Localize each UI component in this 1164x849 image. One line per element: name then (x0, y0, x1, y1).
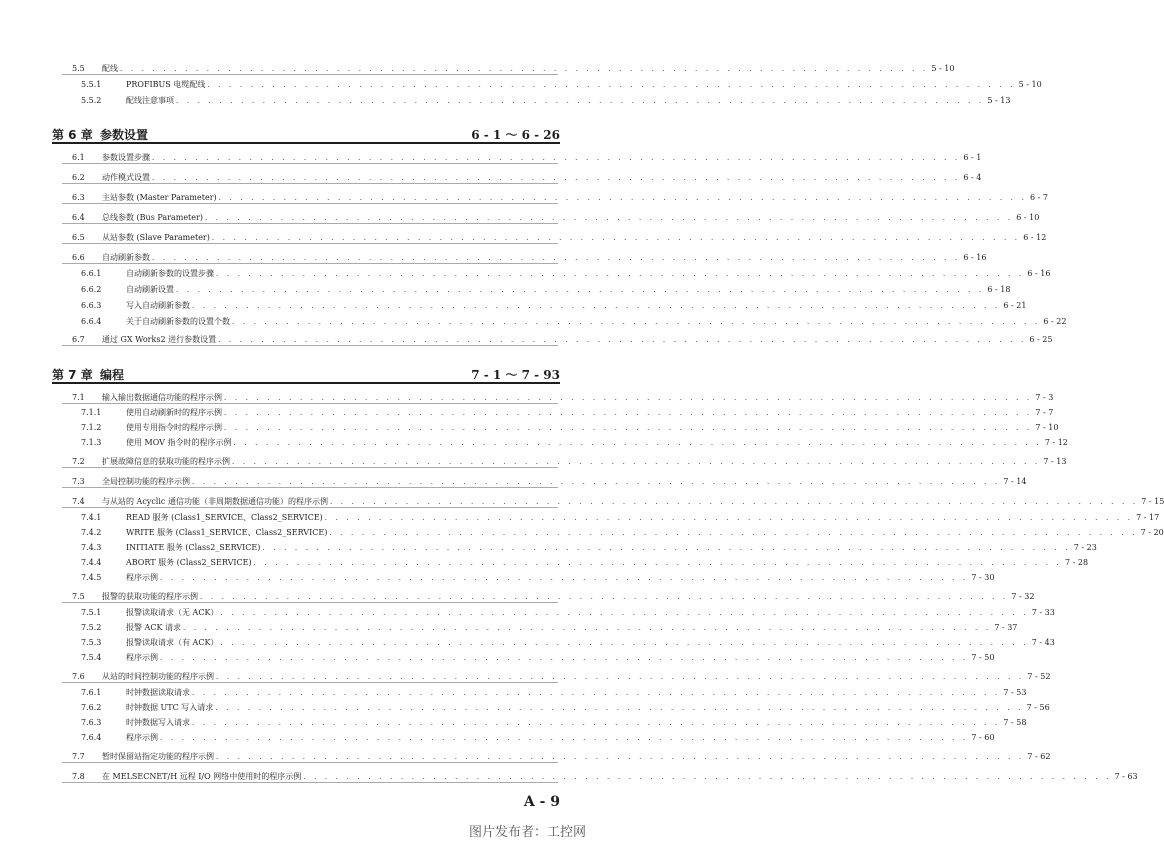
toc-entry-title: PROFIBUS 电缆配线 (126, 80, 206, 89)
toc-subsection-row[interactable] (62, 539, 1097, 554)
dot-leader: . . . . . . . . . . . . . . . . . . . . . . . . . . . . . . . . . . . . . . . . . . . . . . . . . . . . . . . . . . . . . . . . . . . . . . . . . . . (224, 424, 1033, 432)
dot-leader: . . . . . . . . . . . . . . . . . . . . . . . . . . . . . . . . . . . . . . . . . . . . . . . . . . . . . . . . . . . . . . . . . . . . . . . . . . . (192, 719, 1001, 727)
dot-leader: . . . . . . . . . . . . . . . . . . . . . . . . . . . . . . . . . . . . . . . . . . . . . . . . . . . . . . . . . . . . . . . . . . . . . . . . . . . (182, 624, 992, 632)
toc-entry-page: 6 - 1 (963, 153, 982, 162)
toc-entry-page: 7 - 23 (1073, 543, 1097, 552)
toc-entry-number: 5.5.1 (81, 80, 102, 89)
toc-entry-number: 6.6.4 (81, 317, 102, 326)
toc-entry-page: 6 - 18 (987, 285, 1011, 294)
toc-entry-title: 时钟数据 UTC 写入请求 (126, 703, 214, 712)
toc-entry-page: 7 - 33 (1031, 608, 1055, 617)
toc-entry-title: 使用专用指令时的程序示例 (126, 423, 222, 432)
dot-leader: . . . . . . . . . . . . . . . . . . . . . . . . . . . . . . . . . . . . . . . . . . . . . . . . . . . . . . . . . . . . . . . . . . . . . . . . . . . (160, 574, 969, 582)
dot-leader: . . . . . . . . . . . . . . . . . . . . . . . . . . . . . . . . . . . . . . . . . . . . . . . . . . . . . . . . . . . . . . . . . . . . . . . . . . . (152, 254, 961, 262)
toc-section-row[interactable] (62, 453, 1067, 468)
toc-entry-number: 7.7 (72, 752, 85, 761)
toc-section-row[interactable] (62, 189, 1048, 204)
toc-entry-page: 5 - 10 (931, 64, 955, 73)
toc-entry-page: 5 - 13 (987, 96, 1011, 105)
dot-leader: . . . . . . . . . . . . . . . . . . . . . . . . . . . . . . . . . . . . . . . . . . . . . . . . . . . . . . . . . . . . . . . . . . . . . . . . . . . (329, 498, 1139, 506)
toc-subsection-row[interactable] (62, 76, 1042, 91)
toc-entry-title: 报警的获取功能的程序示例 (102, 592, 198, 601)
toc-entry-title: 与从站的 Acyclic 通信功能（非周期数据通信功能）的程序示例 (102, 497, 328, 506)
dot-leader: . . . . . . . . . . . . . . . . . . . . . . . . . . . . . . . . . . . . . . . . . . . . . . . . . . . . . . . . . . . . . . . . . . . . . . . . . . . (215, 704, 1024, 712)
toc-entry-page: 7 - 13 (1043, 457, 1067, 466)
toc-entry-number: 5.5.2 (81, 96, 102, 105)
toc-entry-title: WRITE 服务 (Class1_SERVICE、Class2_SERVICE) (126, 528, 328, 537)
dot-leader: . . . . . . . . . . . . . . . . . . . . . . . . . . . . . . . . . . . . . . . . . . . . . . . . . . . . . . . . . . . . . . . . . . . . . . . . . . . (218, 194, 1027, 202)
toc-entry-title: ABORT 服务 (Class2_SERVICE) (126, 558, 252, 567)
toc-subsection-row[interactable] (62, 684, 1027, 699)
toc-entry-number: 7.6.3 (81, 718, 102, 727)
toc-entry-title: 输入输出数据通信功能的程序示例 (102, 393, 222, 402)
toc-section-row[interactable] (62, 229, 1047, 244)
chapter-number: 第 6 章 (52, 128, 93, 142)
dot-leader: . . . . . . . . . . . . . . . . . . . . . . . . . . . . . . . . . . . . . . . . . . . . . . . . . . . . . . . . . . . . . . . . . . . . . . . . . . . (224, 394, 1033, 402)
chapter-page-range: 6 - 1 ～ 6 - 26 (471, 128, 560, 142)
toc-entry-page: 7 - 62 (1027, 752, 1051, 761)
toc-entry-number: 7.1.3 (81, 438, 102, 447)
dot-leader: . . . . . . . . . . . . . . . . . . . . . . . . . . . . . . . . . . . . . . . . . . . . . . . . . . . . . . . . . . . . . . . . . . . . . . . . . . . (160, 654, 969, 662)
toc-entry-number: 7.6.2 (81, 703, 102, 712)
toc-entry-title: 报警读取请求（有 ACK） (126, 638, 219, 647)
toc-entry-title: 自动刷新参数的设置步骤 (126, 269, 214, 278)
toc-section-row[interactable] (62, 493, 1164, 508)
toc-entry-title: 从站的时间控制功能的程序示例 (102, 672, 214, 681)
toc-entry-title: 时钟数据读取请求 (126, 688, 190, 697)
toc-subsection-row[interactable] (62, 604, 1055, 619)
toc-subsection-row[interactable] (62, 313, 1067, 328)
dot-leader: . . . . . . . . . . . . . . . . . . . . . . . . . . . . . . . . . . . . . . . . . . . . . . . . . . . . . . . . . . . . . . . . . . . . . . . . . . . (253, 559, 1062, 567)
toc-subsection-row[interactable] (62, 524, 1164, 539)
toc-entry-number: 7.8 (72, 772, 85, 781)
toc-entry-number: 7.6.4 (81, 733, 102, 742)
toc-entry-number: 7.3 (72, 477, 85, 486)
toc-entry-page: 6 - 16 (963, 253, 987, 262)
dot-leader: . . . . . . . . . . . . . . . . . . . . . . . . . . . . . . . . . . . . . . . . . . . . . . . . . . . . . . . . . . . . . . . . . . . . . . . . . . . (232, 318, 1041, 326)
toc-entry-page: 7 - 14 (1003, 477, 1027, 486)
dot-leader: . . . . . . . . . . . . . . . . . . . . . . . . . . . . . . . . . . . . . . . . . . . . . . . . . . . . . . . . . . . . . . . . . . . . . . . . . . . (152, 174, 961, 182)
toc-entry-title: 报警 ACK 请求 (126, 623, 181, 632)
dot-leader: . . . . . . . . . . . . . . . . . . . . . . . . . . . . . . . . . . . . . . . . . . . . . . . . . . . . . . . . . . . . . . . . . . . . . . . . . . . (200, 593, 1009, 601)
toc-entry-number: 6.5 (72, 233, 85, 242)
toc-entry-page: 7 - 53 (1003, 688, 1027, 697)
toc-entry-title: READ 服务 (Class1_SERVICE、Class2_SERVICE) (126, 513, 323, 522)
toc-entry-number: 7.5.4 (81, 653, 102, 662)
toc-entry-page: 6 - 25 (1029, 335, 1053, 344)
toc-entry-number: 6.6.2 (81, 285, 102, 294)
toc-entry-number: 7.2 (72, 457, 85, 466)
dot-leader: . . . . . . . . . . . . . . . . . . . . . . . . . . . . . . . . . . . . . . . . . . . . . . . . . . . . . . . . . . . . . . . . . . . . . . . . . . . (324, 514, 1134, 522)
toc-entry-number: 7.5.2 (81, 623, 102, 632)
toc-entry-number: 5.5 (72, 64, 85, 73)
toc-entry-number: 7.1.2 (81, 423, 102, 432)
dot-leader: . . . . . . . . . . . . . . . . . . . . . . . . . . . . . . . . . . . . . . . . . . . . . . . . . . . . . . . . . . . . . . . . . . . . . . . . . . . (204, 214, 1014, 222)
toc-entry-title: 动作模式设置 (102, 173, 150, 182)
chapter-heading[interactable] (52, 366, 560, 384)
toc-entry-page: 7 - 3 (1035, 393, 1054, 402)
toc-subsection-row[interactable] (62, 265, 1051, 280)
toc-entry-page: 6 - 4 (963, 173, 982, 182)
toc-section-row[interactable] (62, 768, 1138, 783)
dot-leader: . . . . . . . . . . . . . . . . . . . . . . . . . . . . . . . . . . . . . . . . . . . . . . . . . . . . . . . . . . . . . . . . . . . . . . . . . . . (303, 773, 1112, 781)
toc-subsection-row[interactable] (62, 649, 995, 664)
toc-entry-number: 6.1 (72, 153, 85, 162)
toc-subsection-row[interactable] (62, 92, 1011, 107)
toc-entry-title: 使用自动刷新时的程序示例 (126, 408, 222, 417)
toc-entry-page: 7 - 17 (1136, 513, 1160, 522)
toc-entry-number: 6.6.1 (81, 269, 102, 278)
dot-leader: . . . . . . . . . . . . . . . . . . . . . . . . . . . . . . . . . . . . . . . . . . . . . . . . . . . . . . . . . . . . . . . . . . . . . . . . . . . (192, 478, 1001, 486)
toc-entry-page: 6 - 16 (1027, 269, 1051, 278)
toc-entry-page: 6 - 22 (1043, 317, 1067, 326)
toc-subsection-row[interactable] (62, 509, 1160, 524)
toc-entry-page: 7 - 28 (1064, 558, 1089, 567)
toc-subsection-row[interactable] (62, 569, 995, 584)
toc-entry-page: 7 - 63 (1114, 772, 1138, 781)
toc-entry-title: 自动刷新参数 (102, 253, 150, 262)
toc-entry-title: 从站参数 (Slave Parameter) (102, 233, 210, 242)
toc-entry-title: 扩展故障信息的获取功能的程序示例 (102, 457, 230, 466)
toc-entry-number: 7.4.2 (81, 528, 102, 537)
dot-leader: . . . . . . . . . . . . . . . . . . . . . . . . . . . . . . . . . . . . . . . . . . . . . . . . . . . . . . . . . . . . . . . . . . . . . . . . . . . (207, 81, 1016, 89)
toc-entry-title: 在 MELSECNET/H 远程 I/O 网络中使用时的程序示例 (102, 772, 302, 781)
dot-leader: . . . . . . . . . . . . . . . . . . . . . . . . . . . . . . . . . . . . . . . . . . . . . . . . . . . . . . . . . . . . . . . . . . . . . . . . . . . (216, 270, 1025, 278)
toc-entry-number: 7.4 (72, 497, 85, 506)
toc-entry-title: 参数设置步骤 (102, 153, 150, 162)
toc-entry-number: 6.7 (72, 335, 85, 344)
dot-leader: . . . . . . . . . . . . . . . . . . . . . . . . . . . . . . . . . . . . . . . . . . . . . . . . . . . . . . . . . . . . . . . . . . . . . . . . . . . (160, 734, 969, 742)
dot-leader: . . . . . . . . . . . . . . . . . . . . . . . . . . . . . . . . . . . . . . . . . . . . . . . . . . . . . . . . . . . . . . . . . . . . . . . . . . . (152, 154, 961, 162)
toc-subsection-row[interactable] (62, 404, 1054, 419)
dot-leader: . . . . . . . . . . . . . . . . . . . . . . . . . . . . . . . . . . . . . . . . . . . . . . . . . . . . . . . . . . . . . . . . . . . . . . . . . . . (176, 97, 985, 105)
toc-subsection-row[interactable] (62, 419, 1059, 434)
toc-entry-page: 7 - 7 (1035, 408, 1054, 417)
chapter-heading[interactable] (52, 126, 560, 144)
toc-entry-number: 6.6.3 (81, 301, 102, 310)
dot-leader: . . . . . . . . . . . . . . . . . . . . . . . . . . . . . . . . . . . . . . . . . . . . . . . . . . . . . . . . . . . . . . . . . . . . . . . . . . . (218, 336, 1027, 344)
toc-entry-page: 7 - 56 (1026, 703, 1050, 712)
dot-leader: . . . . . . . . . . . . . . . . . . . . . . . . . . . . . . . . . . . . . . . . . . . . . . . . . . . . . . . . . . . . . . . . . . . . . . . . . . . (192, 689, 1001, 697)
toc-section-row[interactable] (62, 60, 955, 75)
toc-entry-title: 配线 (102, 64, 118, 73)
toc-section-row[interactable] (62, 748, 1051, 763)
toc-entry-title: 写入自动刷新参数 (126, 301, 190, 310)
toc-entry-title: 时钟数据写入请求 (126, 718, 190, 727)
toc-entry-number: 6.2 (72, 173, 85, 182)
toc-entry-number: 7.4.5 (81, 573, 102, 582)
toc-entry-page: 6 - 12 (1023, 233, 1047, 242)
toc-subsection-row[interactable] (62, 714, 1027, 729)
toc-entry-number: 7.4.4 (81, 558, 102, 567)
toc-section-row[interactable] (62, 331, 1053, 346)
toc-entry-title: 自动刷新设置 (126, 285, 174, 294)
toc-entry-number: 7.5 (72, 592, 85, 601)
toc-entry-page: 6 - 7 (1030, 193, 1048, 202)
toc-entry-number: 7.1.1 (81, 408, 102, 417)
toc-entry-page: 7 - 32 (1011, 592, 1035, 601)
dot-leader: . . . . . . . . . . . . . . . . . . . . . . . . . . . . . . . . . . . . . . . . . . . . . . . . . . . . . . . . . . . . . . . . . . . . . . . . . . . (233, 439, 1042, 447)
toc-entry-number: 7.6 (72, 672, 85, 681)
toc-entry-title: 全局控制功能的程序示例 (102, 477, 190, 486)
toc-entry-page: 7 - 10 (1035, 423, 1059, 432)
toc-entry-page: 6 - 21 (1003, 301, 1027, 310)
dot-leader: . . . . . . . . . . . . . . . . . . . . . . . . . . . . . . . . . . . . . . . . . . . . . . . . . . . . . . . . . . . . . . . . . . . . . . . . . . . (176, 286, 985, 294)
toc-entry-number: 7.4.3 (81, 543, 102, 552)
toc-entry-page: 6 - 10 (1016, 213, 1040, 222)
watermark-text: 图片发布者：工控网 (468, 825, 586, 840)
toc-entry-page: 7 - 58 (1003, 718, 1027, 727)
chapter-title: 参数设置 (100, 128, 149, 142)
dot-leader: . . . . . . . . . . . . . . . . . . . . . . . . . . . . . . . . . . . . . . . . . . . . . . . . . . . . . . . . . . . . . . . . . . . . . . . . . . . (262, 544, 1071, 552)
toc-entry-number: 6.4 (72, 213, 85, 222)
toc-entry-title: 暂时保留站指定功能的程序示例 (102, 752, 214, 761)
toc-section-row[interactable] (62, 668, 1051, 683)
toc-entry-title: 通过 GX Works2 进行参数设置 (102, 335, 217, 344)
toc-entry-title: 配线注意事项 (126, 96, 174, 105)
toc-subsection-row[interactable] (62, 699, 1050, 714)
toc-entry-page: 7 - 15 (1141, 497, 1164, 506)
toc-entry-page: 7 - 52 (1027, 672, 1051, 681)
toc-entry-page: 7 - 60 (971, 733, 995, 742)
toc-entry-page: 7 - 43 (1031, 638, 1055, 647)
chapter-title: 编程 (100, 368, 125, 382)
dot-leader: . . . . . . . . . . . . . . . . . . . . . . . . . . . . . . . . . . . . . . . . . . . . . . . . . . . . . . . . . . . . . . . . . . . . . . . . . . . (329, 529, 1138, 537)
toc-section-row[interactable] (62, 588, 1035, 603)
page-number: A - 9 (523, 794, 560, 810)
toc-section-row[interactable] (62, 169, 982, 184)
dot-leader: . . . . . . . . . . . . . . . . . . . . . . . . . . . . . . . . . . . . . . . . . . . . . . . . . . . . . . . . . . . . . . . . . . . . . . . . . . . (232, 458, 1041, 466)
toc-section-row[interactable] (62, 473, 1027, 488)
toc-entry-page: 7 - 12 (1044, 438, 1068, 447)
toc-entry-title: 程序示例 (126, 733, 158, 742)
toc-subsection-row[interactable] (62, 729, 995, 744)
toc-subsection-row[interactable] (62, 634, 1055, 649)
toc-section-row[interactable] (62, 389, 1054, 404)
toc-entry-number: 7.5.1 (81, 608, 102, 617)
toc-entry-title: 主站参数 (Master Parameter) (102, 193, 217, 202)
toc-entry-page: 7 - 50 (971, 653, 995, 662)
toc-entry-number: 7.5.3 (81, 638, 102, 647)
toc-entry-number: 6.3 (72, 193, 85, 202)
chapter-page-range: 7 - 1 ～ 7 - 93 (471, 368, 560, 382)
toc-entry-number: 7.6.1 (81, 688, 102, 697)
toc-entry-number: 7.1 (72, 393, 85, 402)
toc-entry-page: 7 - 30 (971, 573, 995, 582)
toc-entry-number: 6.6 (72, 253, 85, 262)
toc-subsection-row[interactable] (62, 281, 1011, 296)
toc-subsection-row[interactable] (62, 619, 1018, 634)
toc-section-row[interactable] (62, 249, 987, 264)
dot-leader: . . . . . . . . . . . . . . . . . . . . . . . . . . . . . . . . . . . . . . . . . . . . . . . . . . . . . . . . . . . . . . . . . . . . . . . . . . . (120, 65, 929, 73)
dot-leader: . . . . . . . . . . . . . . . . . . . . . . . . . . . . . . . . . . . . . . . . . . . . . . . . . . . . . . . . . . . . . . . . . . . . . . . . . . . (216, 753, 1025, 761)
dot-leader: . . . . . . . . . . . . . . . . . . . . . . . . . . . . . . . . . . . . . . . . . . . . . . . . . . . . . . . . . . . . . . . . . . . . . . . . . . . (211, 234, 1021, 242)
dot-leader: . . . . . . . . . . . . . . . . . . . . . . . . . . . . . . . . . . . . . . . . . . . . . . . . . . . . . . . . . . . . . . . . . . . . . . . . . . . (224, 409, 1033, 417)
toc-entry-title: 总线参数 (Bus Parameter) (102, 213, 203, 222)
chapter-number: 第 7 章 (52, 368, 93, 382)
toc-entry-title: 程序示例 (126, 653, 158, 662)
toc-entry-title: 关于自动刷新参数的设置个数 (126, 317, 230, 326)
toc-entry-title: 程序示例 (126, 573, 158, 582)
toc-entry-title: INITIATE 服务 (Class2_SERVICE) (126, 543, 261, 552)
dot-leader: . . . . . . . . . . . . . . . . . . . . . . . . . . . . . . . . . . . . . . . . . . . . . . . . . . . . . . . . . . . . . . . . . . . . . . . . . . . (220, 639, 1029, 647)
toc-section-row[interactable] (62, 149, 982, 164)
toc-entry-title: 使用 MOV 指令时的程序示例 (126, 438, 232, 447)
dot-leader: . . . . . . . . . . . . . . . . . . . . . . . . . . . . . . . . . . . . . . . . . . . . . . . . . . . . . . . . . . . . . . . . . . . . . . . . . . . (220, 609, 1029, 617)
toc-entry-page: 5 - 10 (1018, 80, 1042, 89)
toc-subsection-row[interactable] (62, 297, 1027, 312)
toc-entry-number: 7.4.1 (81, 513, 102, 522)
dot-leader: . . . . . . . . . . . . . . . . . . . . . . . . . . . . . . . . . . . . . . . . . . . . . . . . . . . . . . . . . . . . . . . . . . . . . . . . . . . (216, 673, 1025, 681)
toc-entry-page: 7 - 37 (994, 623, 1018, 632)
toc-subsection-row[interactable] (62, 434, 1068, 449)
dot-leader: . . . . . . . . . . . . . . . . . . . . . . . . . . . . . . . . . . . . . . . . . . . . . . . . . . . . . . . . . . . . . . . . . . . . . . . . . . . (192, 302, 1001, 310)
toc-section-row[interactable] (62, 209, 1040, 224)
toc-entry-page: 7 - 20 (1140, 528, 1164, 537)
toc-subsection-row[interactable] (62, 554, 1089, 569)
toc-entry-title: 报警读取请求（无 ACK） (126, 608, 219, 617)
